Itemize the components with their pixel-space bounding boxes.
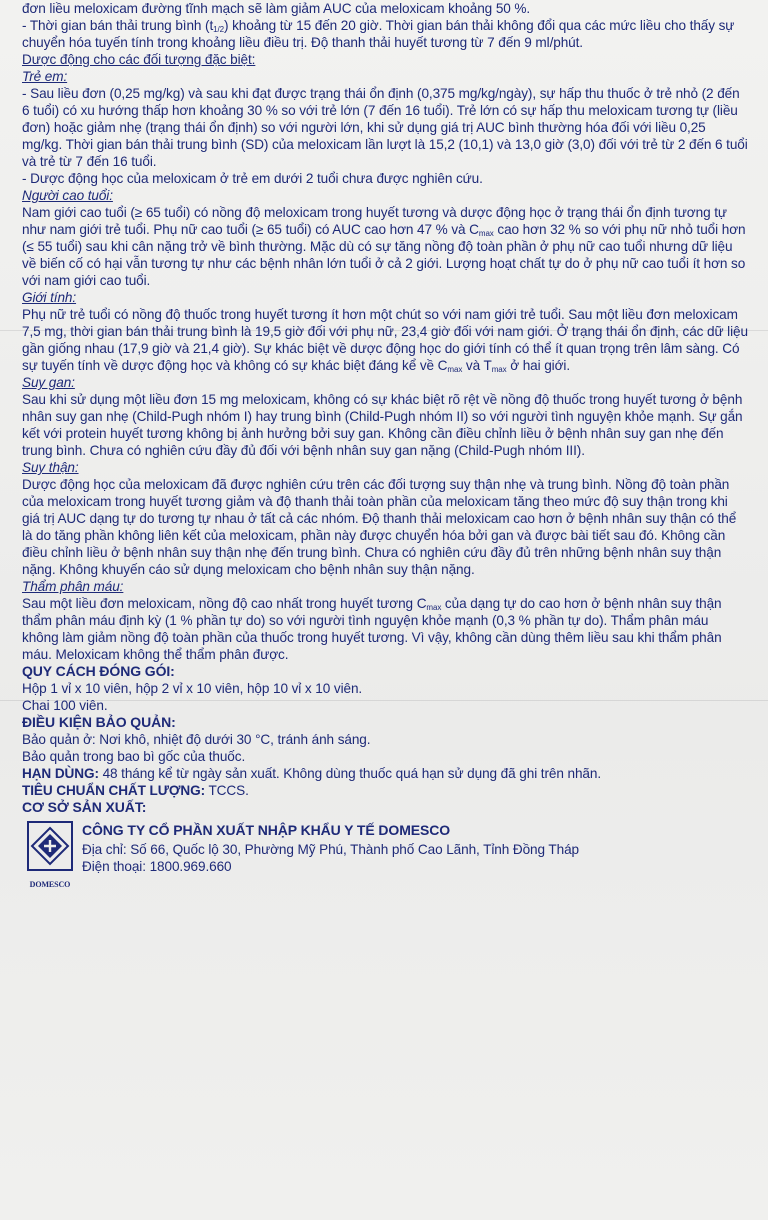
company-name: CÔNG TY CỔ PHẦN XUẤT NHẬP KHẨU Y TẾ DOMESCO bbox=[82, 822, 451, 838]
text-run: ) khoảng từ 15 đến 20 giờ. Thời gian bán thải không đổi qua các mức liều cho thấy sự chuyển hóa tuyến tính trong khoảng liều điều trị. Độ thanh thải huyết tương từ 7 đến 9 ml/phút. bbox=[22, 18, 735, 50]
elderly-paragraph bbox=[22, 204, 748, 289]
text-run: Nam giới cao tuổi (≥ 65 tuổi) có nồng độ meloxicam trong huyết tương và dược động học ở trạng thái ổn định tương tự như nam giới trẻ tuổi. Phụ nữ cao tuổi (≥ 65 tuổi) có AUC cao hơn 47 % và C bbox=[22, 205, 727, 237]
heading-elderly: Người cao tuổi: bbox=[22, 188, 113, 203]
company-info bbox=[82, 822, 579, 875]
text-run: và T bbox=[462, 358, 492, 373]
heading-dialysis: Thẩm phân máu: bbox=[22, 579, 124, 594]
packaging-line-2: Chai 100 viên. bbox=[22, 698, 108, 713]
logo-label: DOMESCO bbox=[29, 880, 71, 889]
storage-line-2: Bảo quản trong bao bì gốc của thuốc. bbox=[22, 749, 246, 764]
subscript: max bbox=[426, 603, 442, 612]
section-standard: TIÊU CHUẨN CHẤT LƯỢNG: bbox=[22, 783, 206, 798]
expiry-text: 48 tháng kể từ ngày sản xuất. Không dùng thuốc quá hạn sử dụng đã ghi trên nhãn. bbox=[98, 766, 602, 781]
standard-line bbox=[22, 782, 748, 799]
kidney-paragraph: Dược động học của meloxicam đã được nghiên cứu trên các đối tượng suy thận nhẹ và trung bình. Nồng độ toàn phần của meloxicam trong huyết tương giảm và độ thanh thải toàn phần của meloxicam tăng theo mức độ suy thận trong khi giá trị AUC dạng tự do tương tự nhau ở tất cả các nhóm. Độ thanh thải meloxicam cao hơn ở bệnh nhân suy thận có thể là do tăng phần không liên kết của meloxicam, phần này được chuyển hóa bởi gan và được bài tiết sau đó. Không cần điều chỉnh liều ở bệnh nhân suy thận nhẹ đến trung bình. Chưa có nghiên cứu đầy đủ trên những bệnh nhân suy thận nặng. Không khuyến cáo sử dụng meloxicam cho bệnh nhân suy thận nặng. bbox=[22, 477, 737, 577]
standard-text: TCCS. bbox=[205, 783, 249, 798]
text-run: - Thời gian bán thải trung bình (t bbox=[22, 18, 214, 33]
top-paragraph-2 bbox=[22, 17, 748, 51]
dialysis-paragraph bbox=[22, 595, 748, 663]
heading-special-groups: Dược động cho các đối tượng đặc biệt: bbox=[22, 52, 256, 67]
text-run: Sau một liều đơn meloxicam, nồng độ cao nhất trong huyết tương C bbox=[22, 596, 427, 611]
section-manufacturer: CƠ SỞ SẢN XUẤT: bbox=[22, 799, 147, 815]
domesco-logo-icon bbox=[22, 820, 78, 876]
top-paragraph-1: đơn liều meloxicam đường tĩnh mạch sẽ làm giảm AUC của meloxicam khoảng 50 %. bbox=[22, 1, 531, 16]
subscript: max bbox=[447, 365, 463, 374]
subscript: max bbox=[478, 229, 494, 238]
children-paragraph-2: - Dược động học của meloxicam ở trẻ em dưới 2 tuổi chưa được nghiên cứu. bbox=[22, 171, 483, 186]
section-packaging: QUY CÁCH ĐÓNG GÓI: bbox=[22, 663, 175, 679]
subscript: max bbox=[491, 365, 507, 374]
domesco-logo bbox=[22, 820, 78, 890]
section-expiry: HẠN DÙNG: bbox=[22, 766, 99, 781]
company-address: Địa chỉ: Số 66, Quốc lộ 30, Phường Mỹ Phú, Thành phố Cao Lãnh, Tỉnh Đồng Tháp bbox=[82, 842, 579, 857]
heading-liver: Suy gan: bbox=[22, 375, 75, 390]
text-run: ở hai giới. bbox=[506, 358, 571, 373]
leaflet-content bbox=[22, 0, 748, 892]
subscript: 1/2 bbox=[213, 25, 224, 34]
text-run: cao hơn 32 % so với phụ nữ nhỏ tuổi hơn (≤ 55 tuổi) sau khi cân nặng trở về bình thường. Mặc dù có sự tăng nồng độ toàn phần ở phụ nữ cao tuổi nhưng dữ liệu về biến cố có hại vẫn tương tự như các bệnh nhân lớn tuổi ở cả 2 giới. Lượng hoạt chất tự do ở phụ nữ cao tuổi ít hơn so với nam giới cao tuổi. bbox=[22, 222, 746, 288]
heading-kidney: Suy thận: bbox=[22, 460, 79, 475]
text-run: của dạng tự do cao hơn ở bệnh nhân suy thận thẩm phân máu định kỳ (1 % phần tự do) so với người tình nguyện khỏe mạnh (0,3 % phần tự do). Thẩm phân máu không làm giảm nồng độ toàn phần của thuốc trong huyết tương. Vì vậy, không cần dùng thêm liều sau khi thẩm phân máu. Meloxicam không thể thẩm phân được. bbox=[22, 596, 722, 662]
company-block bbox=[22, 820, 748, 892]
section-storage: ĐIỀU KIỆN BẢO QUẢN: bbox=[22, 714, 176, 730]
heading-gender: Giới tính: bbox=[22, 290, 77, 305]
text-run: Phụ nữ trẻ tuổi có nồng độ thuốc trong huyết tương ít hơn một chút so với nam giới trẻ tuổi. Sau một liều đơn meloxicam 7,5 mg, thời gian bán thải trung bình là 19,5 giờ đối với phụ nữ, 23,4 giờ đối với nam giới. Ở trạng thái ổn định, các dữ liệu gần giống nhau (17,9 giờ và 21,4 giờ). Sự khác biệt về dược động học do giới tính có thể ít quan trọng trên lâm sàng. Có sự tuyến tính về dược động học và không có sự khác biệt đáng kể về C bbox=[22, 307, 748, 373]
storage-line-1: Bảo quản ở: Nơi khô, nhiệt độ dưới 30 °C, tránh ánh sáng. bbox=[22, 732, 371, 747]
children-paragraph-1: - Sau liều đơn (0,25 mg/kg) và sau khi đạt được trạng thái ổn định (0,375 mg/kg/ngày), sự hấp thu thuốc ở trẻ nhỏ (2 đến 6 tuổi) có xu hướng thấp hơn khoảng 30 % so với trẻ lớn (7 đến 16 tuổi). Trẻ lớn có sự hấp thu meloxicam tương tự (liều đơn) hoặc giảm nhẹ (trạng thái ổn định) so với người lớn, khi sử dụng giá trị AUC bình thường hóa đối với liều 0,25 mg/kg. Thời gian bán thải trung bình (SD) của meloxicam lần lượt là 15,2 (10,1) và 13,0 giờ (3,0) đối với trẻ từ 2 đến 6 tuổi và trẻ từ 7 đến 16 tuổi. bbox=[22, 86, 748, 169]
gender-paragraph bbox=[22, 306, 748, 374]
expiry-line bbox=[22, 765, 748, 782]
company-phone: Điện thoại: 1800.969.660 bbox=[82, 859, 232, 874]
heading-children: Trẻ em: bbox=[22, 69, 68, 84]
liver-paragraph: Sau khi sử dụng một liều đơn 15 mg meloxicam, không có sự khác biệt rõ rệt về nồng độ thuốc trong huyết tương ở bệnh nhân suy gan nhẹ (Child-Pugh nhóm I) hay trung bình (Child-Pugh nhóm II) so với người tình nguyện khỏe mạnh. Sự gắn kết với protein huyết tương không bị ảnh hưởng bởi suy gan. Không cần điều chỉnh liều ở bệnh nhân suy gan nhẹ đến trung bình. Chưa có nghiên cứu đầy đủ đối với bệnh nhân suy gan nặng (Child-Pugh nhóm III). bbox=[22, 392, 743, 458]
packaging-line-1: Hộp 1 vỉ x 10 viên, hộp 2 vỉ x 10 viên, hộp 10 vỉ x 10 viên. bbox=[22, 681, 363, 696]
